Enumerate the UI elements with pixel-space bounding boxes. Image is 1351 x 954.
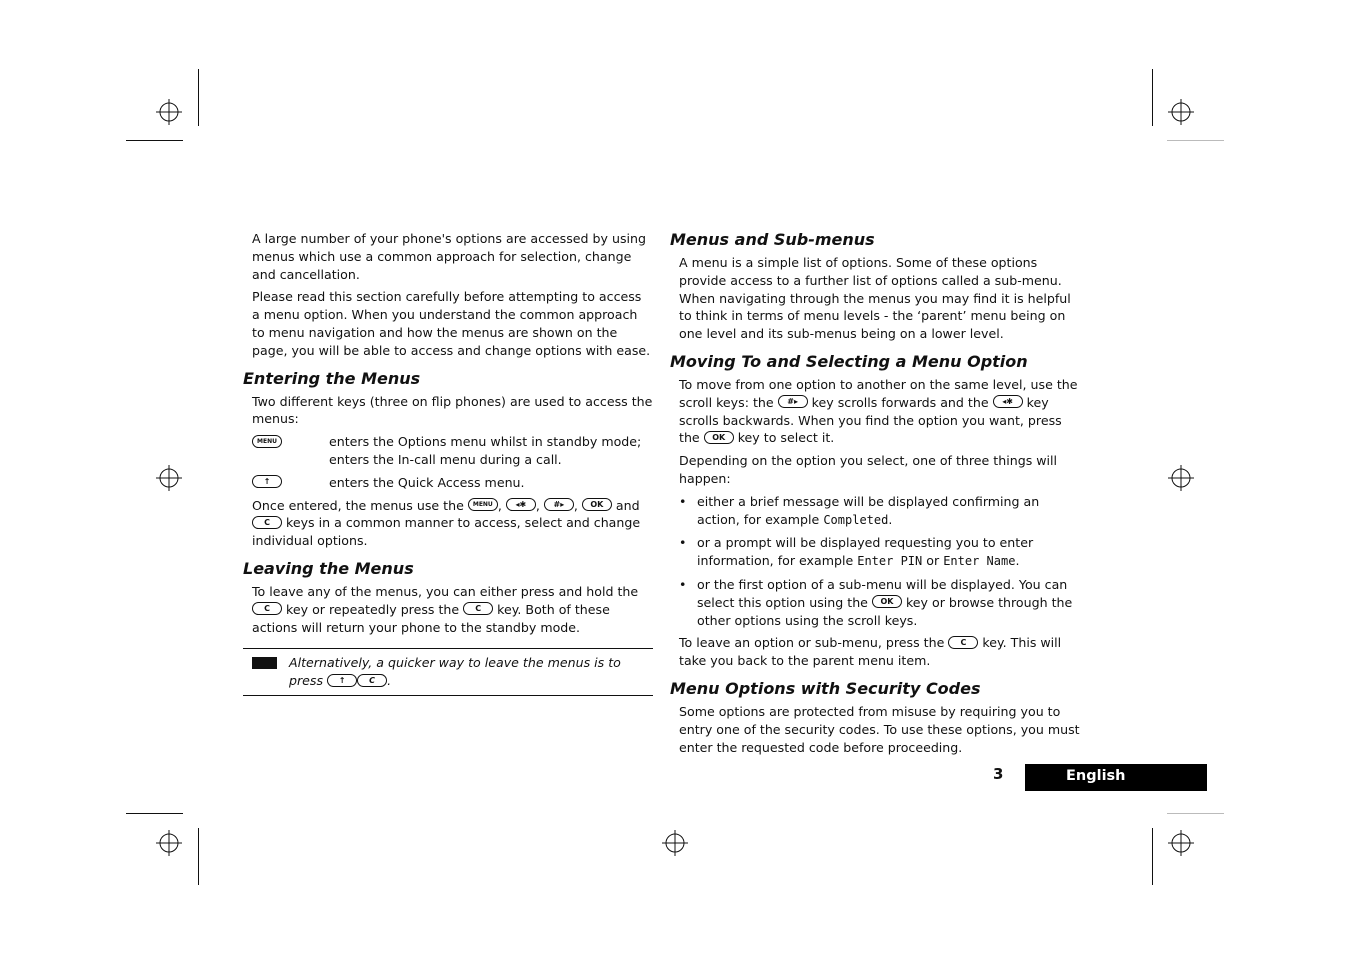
crosshair-icon xyxy=(156,99,182,125)
crop-mark xyxy=(198,69,199,126)
crosshair-icon xyxy=(1168,465,1194,491)
ok-key-icon: OK xyxy=(872,595,902,608)
key-definition-up xyxy=(252,474,653,492)
hash-key-icon: #▸ xyxy=(778,395,808,408)
crop-mark xyxy=(198,828,199,885)
section-heading-submenus: Menus and Sub-menus xyxy=(670,230,875,249)
list-item: • either a brief message will be displayed confirming an action, for example Completed. xyxy=(679,493,1080,530)
menu-key-icon: MENU xyxy=(468,498,498,511)
up-arrow-key-icon: ↑ xyxy=(252,475,282,488)
menu-key-icon: MENU xyxy=(252,435,282,448)
ok-key-icon: OK xyxy=(704,431,734,444)
body-paragraph: To leave an option or sub-menu, press the C key. This will take you back to the parent menu item. xyxy=(679,635,1062,669)
body-paragraph: A menu is a simple list of options. Some of these options provide access to a further list of options called a sub-menu. When navigating through the menus you may find it is helpful to think in terms of menu levels - the ‘parent’ menu being on one level and its sub-menus being on a lower level. xyxy=(679,255,1071,342)
note-text: Alternatively, a quicker way to leave the menus is to press xyxy=(289,655,621,689)
crop-mark xyxy=(1167,813,1224,814)
c-key-icon: C xyxy=(252,602,282,615)
display-text: Enter Name xyxy=(943,554,1016,569)
key-description: enters the Options menu whilst in standby mode; enters the In-call menu during a call. xyxy=(329,434,642,467)
crop-mark xyxy=(1152,69,1153,126)
intro-paragraph: A large number of your phone's options are accessed by using menus which use a common approach for selection, change and cancellation. xyxy=(252,231,646,282)
ok-key-icon: OK xyxy=(582,498,612,511)
outcome-list xyxy=(679,493,1080,630)
display-text: Enter PIN xyxy=(857,554,923,569)
key-description: enters the Quick Access menu. xyxy=(329,474,525,490)
section-heading-moving: Moving To and Selecting a Menu Option xyxy=(670,351,1028,371)
body-paragraph: To leave any of the menus, you can either press and hold the C key or repeatedly press the C key. Both of these actions will return your phone to the standby mode. xyxy=(252,583,639,635)
crop-mark xyxy=(1167,140,1224,141)
section-heading-entering: Entering the Menus xyxy=(243,368,421,388)
crop-mark xyxy=(1152,828,1153,885)
body-paragraph: Depending on the option you select, one of three things will happen: xyxy=(679,453,1058,486)
right-column xyxy=(670,230,1080,761)
note-box: Alternatively, a quicker way to leave the menus is to press ↑ C . xyxy=(243,648,653,696)
section-heading-leaving: Leaving the Menus xyxy=(243,558,414,578)
list-item: • or the first option of a sub-menu will be displayed. You can select this option using the OK key or browse through the other options using the scroll keys. xyxy=(679,576,1080,629)
crop-mark xyxy=(126,813,183,814)
page-number: 3 xyxy=(993,765,1004,783)
crosshair-icon xyxy=(1168,830,1194,856)
intro-paragraph: Please read this section carefully before attempting to access a menu option. When you understand the common approach to menu navigation and how the menus are shown on the page, you will be able to access and change options with ease. xyxy=(252,289,651,358)
crosshair-icon xyxy=(156,465,182,491)
list-item: • or a prompt will be displayed requesting you to enter information, for example Enter PIN or Enter Name. xyxy=(679,534,1080,571)
c-key-icon: C xyxy=(948,636,978,649)
crop-mark xyxy=(126,140,183,141)
body-paragraph: To move from one option to another on the same level, use the scroll keys: the #▸ key scrolls forwards and the ◂✱ key scrolls backwards. When you find the option you want, press the OK key to select it. xyxy=(679,376,1078,446)
body-paragraph: Once entered, the menus use the MENU , ◂✱ , #▸ , OK and C keys in a common manner to access, select and change individual options. xyxy=(252,497,641,549)
crosshair-icon xyxy=(1168,99,1194,125)
star-key-icon: ◂✱ xyxy=(506,498,536,511)
c-key-icon: C xyxy=(357,674,387,687)
section-heading-security: Menu Options with Security Codes xyxy=(670,678,981,698)
c-key-icon: C xyxy=(252,516,282,529)
left-column xyxy=(243,230,653,696)
hash-key-icon: #▸ xyxy=(544,498,574,511)
crosshair-icon xyxy=(662,830,688,856)
up-arrow-key-icon: ↑ xyxy=(327,674,357,687)
note-icon xyxy=(243,654,289,690)
display-text: Completed xyxy=(823,512,889,527)
body-paragraph: Two different keys (three on flip phones) are used to access the menus: xyxy=(252,393,653,427)
language-tab: English xyxy=(1025,764,1207,791)
key-definition-menu xyxy=(252,433,653,469)
star-key-icon: ◂✱ xyxy=(993,395,1023,408)
body-paragraph: Some options are protected from misuse by requiring you to entry one of the security codes. To use these options, you must enter the requested code before proceeding. xyxy=(679,703,1080,755)
crosshair-icon xyxy=(156,830,182,856)
c-key-icon: C xyxy=(463,602,493,615)
